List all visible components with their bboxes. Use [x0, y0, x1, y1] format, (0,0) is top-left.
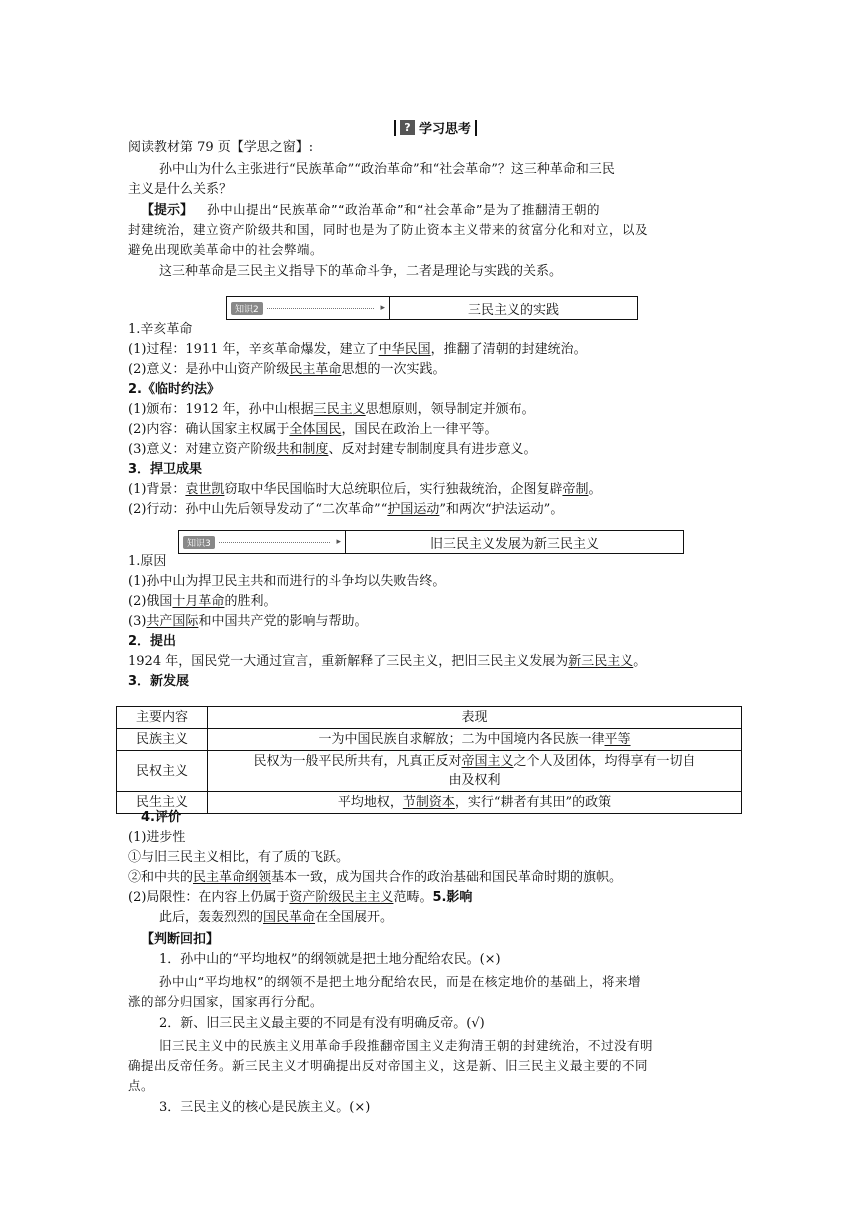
- knowledge-2-tag: [227, 297, 390, 319]
- k2-point-1b: [128, 360, 445, 380]
- hint-line-1: [141, 200, 600, 221]
- question-line-1: 孙中山为什么主张进行“民族革命”“政治革命”和“社会革命”？这三种革命和三民: [159, 162, 615, 177]
- k2-point-2b-text: (2)内容：确认国家主权属于: [128, 422, 290, 437]
- judge-q2: 2．新、旧三民主义最主要的不同是有没有明确反帝。(√): [159, 1016, 485, 1031]
- new-development-table: [116, 706, 742, 814]
- k3-point-1b: [128, 592, 276, 612]
- knowledge-3-box: [178, 530, 684, 554]
- cell-text: 一为中国民族自求解放；二为中国境内各民族一律: [318, 732, 605, 747]
- k3-point-2-key: 新三民主义: [568, 654, 634, 669]
- arrow-icon: ▸: [336, 537, 341, 547]
- eval-heading: 4.评价: [141, 810, 181, 825]
- cell-text: 平均地权，: [337, 795, 403, 810]
- table-cell-label: 民族主义: [117, 729, 208, 751]
- k2-heading-2: 2.《临时约法》: [128, 382, 220, 397]
- eval-limitation: [128, 888, 472, 908]
- judge-a2-line-3: 点。: [128, 1078, 155, 1093]
- k3-point-2: [128, 652, 646, 672]
- influence-key: 国民革命: [263, 910, 316, 925]
- eval-limitation-end: 范畴。: [393, 890, 433, 905]
- k2-point-1a-text: (1)过程：1911 年，辛亥革命爆发，建立了: [128, 342, 379, 357]
- table-cell-label: 民生主义: [117, 792, 208, 814]
- k3-point-1c-text: (3): [128, 614, 147, 629]
- k2-point-3a-mid: 窃取中华民国临时大总统职位后，实行独裁统治，企图复辟: [224, 482, 563, 497]
- k2-point-1b-key: 民主革命: [289, 362, 342, 377]
- k2-point-3b-end: ”和两次“护法运动”。: [439, 502, 564, 517]
- title-bar-left: [394, 120, 396, 136]
- eval-point-2-end: 基本一致，成为国共合作的政治基础和国民革命时期的旗帜。: [271, 870, 623, 885]
- section-title: [394, 118, 477, 137]
- influence-heading: 5.影响: [432, 890, 473, 905]
- k2-point-3b-key: 护国运动: [387, 502, 440, 517]
- knowledge-2-box: [226, 296, 638, 320]
- k2-point-2b-end: ，国民在政治上一律平等。: [341, 422, 498, 437]
- judge-a2-line-2: 确提出反帝任务。新三民主义才明确提出反对帝国主义，这是新、旧三民主义最主要的不同: [128, 1058, 649, 1073]
- k2-point-1a-key: 中华民国: [378, 342, 431, 357]
- hint-line-3: 避免出现欧美革命中的社会弊端。: [128, 242, 324, 257]
- table-header-cell: 主要内容: [117, 707, 208, 729]
- k2-point-2c-text: (3)意义：对建立资产阶级: [128, 442, 277, 457]
- cell-text: 由及权利: [448, 773, 501, 788]
- k3-point-1c-end: 和中国共产党的影响与帮助。: [198, 614, 368, 629]
- table-cell-value: [208, 751, 742, 792]
- k3-point-2-text: 1924 年，国民党一大通过宣言，重新解释了三民主义，把旧三民主义发展为: [128, 654, 569, 669]
- k2-point-1a-end: ，推翻了清朝的封建统治。: [430, 342, 587, 357]
- k2-point-3b-text: (2)行动：孙中山先后领导发动了“二次革命”“: [128, 502, 388, 517]
- influence-text-start: 此后，轰轰烈烈的: [159, 910, 264, 925]
- k3-point-1b-text: (2)俄国: [128, 594, 173, 609]
- k2-point-1b-text: (2)意义：是孙中山资产阶级: [128, 362, 290, 377]
- k2-point-2a-key: 三民主义: [313, 402, 366, 417]
- table-row: [117, 751, 742, 792]
- eval-point-1: ①与旧三民主义相比，有了质的飞跃。: [128, 850, 350, 865]
- k2-point-3a: [128, 480, 601, 500]
- k3-point-1c-key: 共产国际: [146, 614, 199, 629]
- table-row: [117, 792, 742, 814]
- cell-text: 之个人及团体，均得享有一切自: [513, 754, 696, 769]
- eval-progress: (1)进步性: [128, 830, 186, 845]
- section-title-text: 学习思考: [419, 122, 472, 137]
- table-header-row: [117, 707, 742, 729]
- k3-point-1a: (1)孙中山为捍卫民主共和而进行的斗争均以失败告终。: [128, 574, 446, 589]
- k2-heading-1: 1.辛亥革命: [128, 322, 193, 337]
- k2-heading-3: 3．捍卫成果: [128, 462, 203, 477]
- eval-point-2: [128, 868, 622, 888]
- cell-text: 民权为一般平民所共有，凡真正反对: [253, 754, 462, 769]
- k2-point-2c-end: 、反对封建专制制度具有进步意义。: [328, 442, 537, 457]
- k2-point-3a-text: (1)背景：: [128, 482, 186, 497]
- k2-point-2c: [128, 440, 536, 460]
- k2-point-2a-end: 思想原则，领导制定并颁布。: [365, 402, 535, 417]
- cell-key: 平等: [604, 732, 631, 747]
- judge-a2-line-1: 旧三民主义中的民族主义用革命手段推翻帝国主义走狗清王朝的封建统治，不过没有明: [159, 1038, 654, 1053]
- k3-point-1c: [128, 612, 367, 632]
- k2-point-3a-key2: 帝制: [562, 482, 589, 497]
- judge-q3: 3．三民主义的核心是民族主义。(×): [159, 1100, 371, 1115]
- tag-dotted-line: [267, 302, 375, 309]
- judge-a1-line-1: 孙中山“平均地权”的纲领不是把土地分配给农民，而是在核定地价的基础上，将来增: [159, 974, 641, 989]
- k2-point-2a: [128, 400, 535, 420]
- k3-heading-2: 2．提出: [128, 634, 177, 649]
- eval-limitation-text: (2)局限性：在内容上仍属于: [128, 890, 290, 905]
- k2-point-2b-key: 全体国民: [289, 422, 342, 437]
- eval-point-2-text: ②和中共的: [128, 870, 194, 885]
- influence-text: [159, 908, 393, 928]
- cell-key: 帝国主义: [461, 754, 514, 769]
- read-instruction: 阅读教材第 79 页【学思之窗】:: [128, 140, 314, 155]
- hint-label: 【提示】: [141, 203, 194, 218]
- cell-text: ，实行“耕者有其田”的政策: [454, 795, 612, 810]
- hint-line-2: 封建统治，建立资产阶级共和国，同时也是为了防止资本主义带来的贫富分化和对立，以及: [128, 222, 649, 237]
- knowledge-3-tag: [179, 531, 346, 553]
- judge-title: 【判断回扣】: [141, 932, 220, 947]
- cell-key: 节制资本: [402, 795, 455, 810]
- k3-point-2-end: 。: [633, 654, 647, 669]
- hint-text-1: 孙中山提出“民族革命”“政治革命”和“社会革命”是为了推翻清王朝的: [207, 202, 601, 217]
- k2-point-2b: [128, 420, 497, 440]
- question-icon: ?: [400, 120, 415, 135]
- knowledge-3-tag-label: 知识3: [183, 536, 215, 549]
- eval-point-2-key: 民主革命纲领: [193, 870, 272, 885]
- k2-point-2a-text: (1)颁布：1912 年，孙中山根据: [128, 402, 314, 417]
- k2-point-1b-end: 思想的一次实践。: [341, 362, 446, 377]
- hint-line-4: 这三种革命是三民主义指导下的革命斗争，二者是理论与实践的关系。: [159, 264, 563, 279]
- knowledge-2-tag-label: 知识2: [231, 302, 263, 315]
- table-cell-value: [208, 792, 742, 814]
- arrow-icon: ▸: [380, 303, 385, 313]
- k3-point-1b-key: 十月革命: [172, 594, 225, 609]
- judge-q1: 1．孙中山的“平均地权”的纲领就是把土地分配给农民。(×): [159, 952, 501, 967]
- eval-limitation-key: 资产阶级民主主义: [289, 890, 394, 905]
- knowledge-2-title: 三民主义的实践: [467, 302, 559, 318]
- title-bar-right: [475, 120, 477, 136]
- judge-a1-line-2: 涨的部分归国家，国家再行分配。: [128, 994, 324, 1009]
- tag-dotted-line: [219, 536, 331, 543]
- table-row: [117, 729, 742, 751]
- k3-point-1b-end: 的胜利。: [224, 594, 277, 609]
- influence-text-end: 在全国展开。: [315, 910, 394, 925]
- k2-point-3a-end: 。: [588, 482, 602, 497]
- k2-point-3a-key: 袁世凯: [185, 482, 225, 497]
- question-line-2: 主义是什么关系？: [128, 182, 233, 197]
- k3-heading-1: 1.原因: [128, 554, 167, 569]
- k2-point-1a: [128, 340, 587, 360]
- table-header-cell: 表现: [208, 707, 742, 729]
- k2-point-3b: [128, 500, 563, 520]
- table-cell-value: [208, 729, 742, 751]
- knowledge-3-title: 旧三民主义发展为新三民主义: [429, 536, 599, 552]
- table-cell-label: 民权主义: [117, 751, 208, 792]
- k3-heading-3: 3．新发展: [128, 674, 190, 689]
- k2-point-2c-key: 共和制度: [276, 442, 329, 457]
